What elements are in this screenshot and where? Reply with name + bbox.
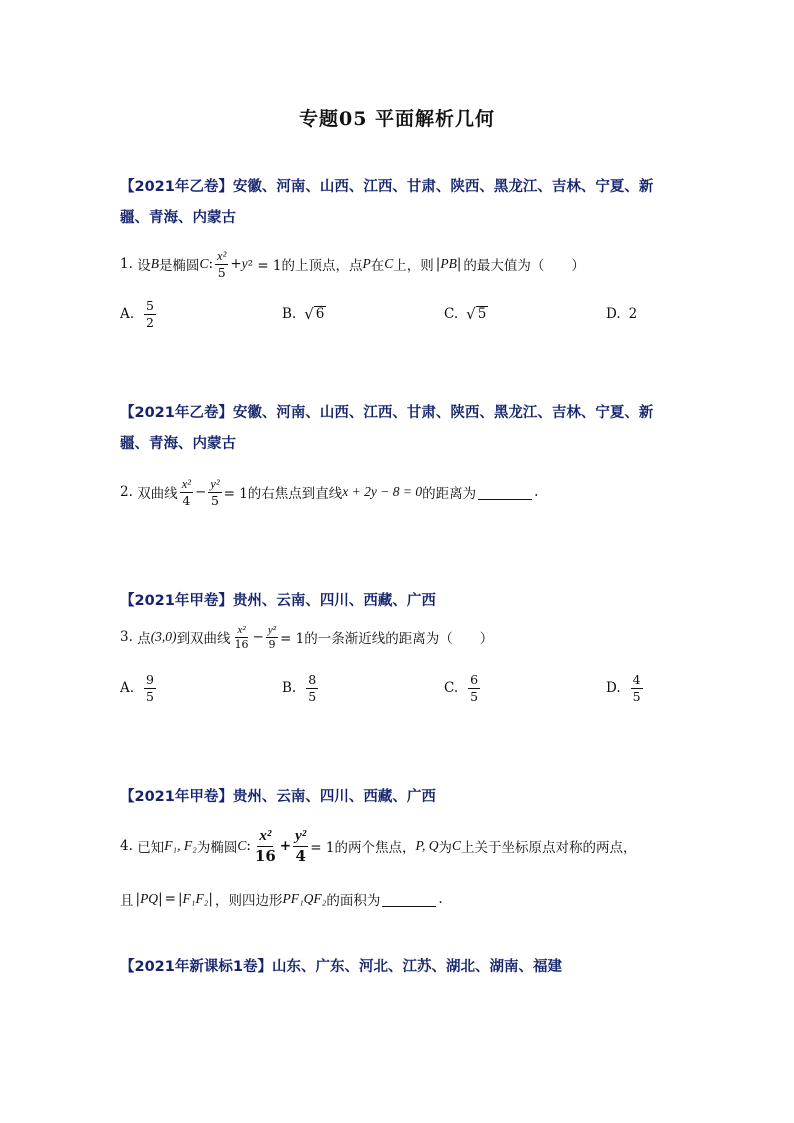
- math-fraction: [306, 672, 318, 705]
- fraction-denominator: 16: [254, 846, 276, 865]
- fraction-denominator: 9: [268, 637, 276, 651]
- math-var: B: [150, 256, 159, 271]
- question-text: 在: [370, 258, 385, 274]
- question-text: 设: [137, 258, 151, 274]
- fraction-numerator: y²: [267, 623, 277, 636]
- math-abs: |F₁F₂|: [177, 891, 213, 907]
- math-var: P, Q: [415, 838, 439, 853]
- math-fraction: [468, 672, 480, 705]
- question-text: ² = 1的上顶点，点: [247, 258, 363, 274]
- math-var: PQ: [140, 891, 159, 906]
- question-text: 的最大值为（ ）: [463, 258, 585, 274]
- options-1: [120, 294, 680, 334]
- math-var: C: [199, 256, 209, 271]
- question-text: 是椭圆: [158, 258, 200, 274]
- math-var: C: [237, 838, 247, 853]
- question-text: 为: [438, 840, 452, 856]
- math-var: F₁, F₂: [164, 838, 197, 853]
- fraction-denominator: 16: [234, 637, 249, 651]
- question-4-line-1: [120, 822, 680, 870]
- fraction-numerator: y²: [293, 827, 308, 847]
- question-text: 的面积为: [326, 893, 381, 909]
- math-sqrt: [304, 306, 326, 322]
- question-text: ，则四边形: [214, 893, 283, 909]
- option-label: D.: [606, 306, 621, 322]
- option-label: C.: [444, 306, 459, 322]
- fraction-denominator: 4: [182, 492, 191, 508]
- fraction-denominator: 5: [308, 688, 317, 704]
- page-title: 专题05 平面解析几何: [298, 108, 496, 130]
- fraction-numerator: y²: [210, 476, 220, 491]
- radicand: 5: [477, 306, 487, 322]
- math-var: C: [451, 838, 461, 853]
- question-text: 的距离为: [422, 486, 477, 502]
- question-text: −: [194, 484, 207, 500]
- fraction-denominator: 2: [146, 314, 154, 330]
- math-fraction: [180, 476, 193, 509]
- fraction-numerator: 6: [470, 671, 479, 687]
- question-text: = 1的一条渐近线的距离为（ ）: [280, 631, 494, 647]
- math-var: PF₁QF₂: [282, 891, 327, 906]
- radicand: 6: [315, 306, 325, 322]
- fraction-denominator: 5: [632, 688, 641, 704]
- question-text: 上关于坐标原点对称的两点，: [460, 840, 637, 856]
- question-2: [120, 472, 680, 512]
- option-a[interactable]: [120, 294, 158, 334]
- math-fraction: [208, 476, 221, 509]
- question-3: [120, 618, 680, 656]
- question-1: [120, 244, 680, 284]
- question-4-line-2: [120, 886, 680, 912]
- question-text: :: [208, 256, 214, 272]
- option-label: A.: [120, 306, 135, 322]
- fraction-numerator: 8: [308, 671, 317, 687]
- question-text: 已知: [137, 840, 165, 856]
- question-text: =: [164, 891, 176, 907]
- source-header-3: [120, 586, 680, 617]
- math-var: C: [384, 256, 394, 271]
- option-b[interactable]: [282, 668, 320, 708]
- math-fraction: [266, 623, 278, 652]
- source-tag: 【2021年甲卷】: [120, 593, 233, 609]
- fraction-numerator: 4: [632, 671, 641, 687]
- option-b[interactable]: [282, 294, 326, 334]
- source-tag: 【2021年乙卷】: [120, 179, 233, 195]
- question-text: :: [246, 838, 251, 854]
- radical-sign: √: [304, 305, 314, 323]
- math-sqrt: [466, 306, 488, 322]
- question-text: 双曲线: [137, 486, 178, 502]
- fraction-numerator: 5: [146, 297, 154, 313]
- option-c[interactable]: [444, 668, 482, 708]
- question-number: 3.: [120, 629, 133, 645]
- math-var: y: [241, 256, 248, 271]
- question-text: 上，则: [393, 258, 434, 274]
- source-header-1: [120, 172, 680, 234]
- question-text: = 1的两个焦点，: [310, 840, 416, 856]
- question-text: = 1的右焦点到直线: [223, 486, 343, 502]
- source-header-4: [120, 782, 680, 813]
- fraction-numerator: x²: [181, 476, 191, 491]
- math-fraction: [144, 298, 156, 331]
- question-number: 4.: [120, 838, 133, 854]
- math-abs: |PB|: [435, 256, 462, 272]
- question-text: .: [534, 484, 539, 500]
- question-text: +: [230, 256, 242, 272]
- math-fraction: [215, 248, 228, 281]
- option-a[interactable]: [120, 668, 158, 708]
- option-label: B.: [282, 306, 297, 322]
- math-expression: x + 2y − 8 = 0: [342, 484, 423, 499]
- source-regions: 贵州、云南、四川、西藏、广西: [232, 789, 436, 805]
- source-tag: 【2021年乙卷】: [120, 405, 233, 421]
- source-regions: 山东、广东、河北、江苏、湖北、湖南、福建: [271, 959, 562, 975]
- math-fraction: [233, 623, 251, 652]
- option-label: C.: [444, 680, 459, 696]
- math-point: (3,0): [150, 629, 177, 644]
- fraction-denominator: 5: [470, 688, 479, 704]
- math-var: F₁F₂: [182, 891, 209, 906]
- answer-blank[interactable]: [382, 892, 436, 907]
- source-header-5: [120, 952, 680, 983]
- math-var: PB: [440, 256, 457, 271]
- fraction-denominator: 5: [146, 688, 154, 704]
- answer-blank[interactable]: [478, 485, 532, 500]
- fraction-numerator: 9: [146, 671, 154, 687]
- option-d[interactable]: [606, 668, 645, 708]
- options-3: [120, 668, 680, 708]
- question-text: 点: [137, 631, 151, 647]
- fraction-denominator: 5: [217, 264, 226, 280]
- fraction-numerator: x²: [257, 827, 273, 847]
- source-tag: 【2021年甲卷】: [120, 789, 233, 805]
- math-fraction: [144, 672, 156, 705]
- option-d[interactable]: [606, 294, 637, 334]
- option-c[interactable]: [444, 294, 488, 334]
- source-header-2: [120, 398, 680, 460]
- question-number: 2.: [120, 484, 133, 500]
- option-label: D.: [606, 680, 621, 696]
- math-fraction: [293, 827, 308, 866]
- option-value: 2: [628, 306, 638, 322]
- question-text: .: [438, 891, 443, 907]
- option-label: A.: [120, 680, 135, 696]
- question-number: 1.: [120, 256, 133, 272]
- question-text: +: [279, 838, 292, 854]
- source-regions: 安徽、河南、山西、江西、甘肃、陕西、黑龙江、吉林、宁夏、新疆、青海、内蒙古: [120, 179, 654, 226]
- question-text: 到双曲线: [176, 631, 231, 647]
- fraction-denominator: 5: [210, 492, 219, 508]
- fraction-denominator: 4: [295, 846, 306, 865]
- fraction-numerator: x²: [217, 248, 227, 263]
- radical-sign: √: [466, 305, 476, 323]
- math-fraction: [253, 827, 278, 866]
- source-regions: 安徽、河南、山西、江西、甘肃、陕西、黑龙江、吉林、宁夏、新疆、青海、内蒙古: [120, 405, 654, 452]
- question-text: 且: [120, 893, 134, 909]
- source-regions: 贵州、云南、四川、西藏、广西: [232, 593, 436, 609]
- math-fraction: [631, 672, 643, 705]
- math-var: P: [362, 256, 371, 271]
- math-abs: |PQ|: [135, 891, 163, 907]
- question-text: −: [252, 629, 264, 645]
- option-label: B.: [282, 680, 297, 696]
- fraction-numerator: x²: [237, 623, 246, 636]
- source-tag: 【2021年新课标1卷】: [120, 959, 272, 975]
- question-text: 为椭圆: [196, 840, 238, 856]
